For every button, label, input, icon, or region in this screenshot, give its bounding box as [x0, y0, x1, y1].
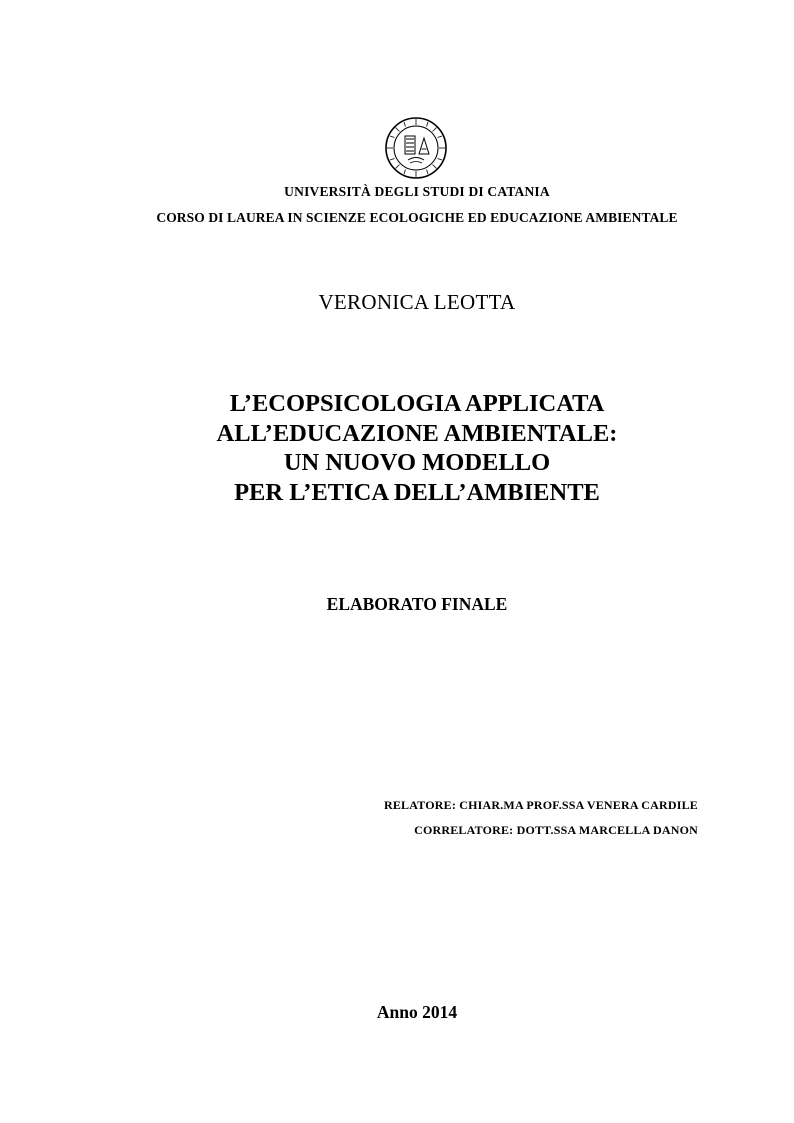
course-name: CORSO DI LAUREA IN SCIENZE ECOLOGICHE ED EDUCAZIONE AMBIENTALE	[156, 210, 678, 225]
thesis-title	[20, 389, 794, 507]
supervisors-block	[384, 793, 698, 843]
document-type: ELABORATO FINALE	[326, 594, 508, 614]
title-line: L’ECOPSICOLOGIA APPLICATA	[229, 390, 605, 417]
academic-year: Anno 2014	[376, 1002, 458, 1022]
title-line: UN NUOVO MODELLO	[283, 449, 551, 476]
university-seal-icon	[384, 116, 448, 180]
university-name: UNIVERSITÀ DEGLI STUDI DI CATANIA	[284, 184, 550, 199]
relatore: RELATORE: CHIAR.MA PROF.SSA VENERA CARDILE	[383, 798, 698, 812]
title-line: PER L’ETICA DELL’AMBIENTE	[234, 478, 600, 506]
author-name: VERONICA LEOTTA	[318, 290, 516, 314]
correlatore: CORRELATORE: DOTT.SSA MARCELLA DANON	[414, 823, 698, 837]
title-line: ALL’EDUCAZIONE AMBIENTALE:	[216, 419, 618, 447]
